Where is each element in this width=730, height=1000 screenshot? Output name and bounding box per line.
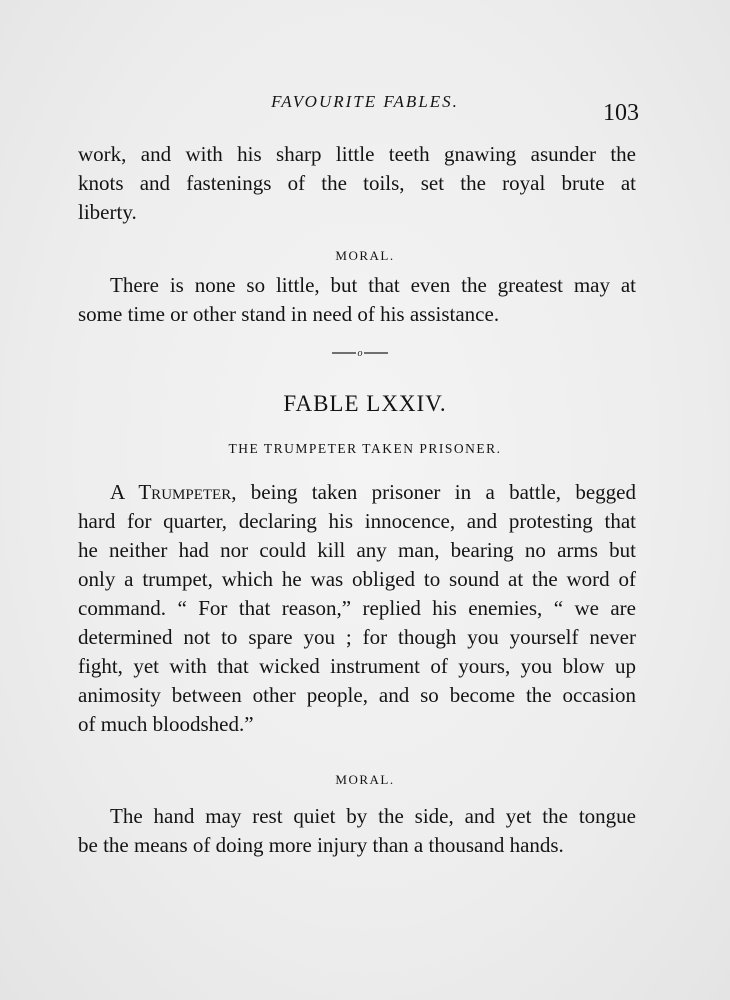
section-divider (330, 346, 390, 360)
opening-smallcaps: Trumpeter (138, 480, 232, 504)
text-line: liberty. (78, 200, 137, 224)
fable-subtitle: THE TRUMPETER TAKEN PRISONER. (228, 441, 502, 456)
moral-heading: MORAL. (335, 772, 395, 787)
running-title: FAVOURITE FABLES. (271, 92, 459, 111)
text-line: command. “ For that reason,” replied his enemies, “ we are (78, 596, 636, 620)
text-line: some time or other stand in need of his assistance. (78, 302, 500, 326)
text-line: hard for quarter, declaring his innocence, and protesting that (78, 509, 636, 533)
text-line: be the means of doing more injury than a thousand hands. (78, 833, 564, 857)
text-line: determined not to spare you ; for though you yourself never (78, 625, 636, 649)
text-line: There is none so little, but that even the greatest may at (110, 273, 636, 297)
moral-paragraph (78, 802, 636, 860)
text-line: he neither had nor could kill any man, bearing no arms but (78, 538, 636, 562)
text-line-rest: , being taken prisoner in a battle, begged (231, 480, 636, 504)
text-line: only a trumpet, which he was obliged to sound at the word of (78, 567, 636, 591)
moral-heading: MORAL. (335, 248, 395, 263)
text-line: The hand may rest quiet by the side, and yet the tongue (110, 804, 636, 828)
fable-title: FABLE LXXIV. (283, 391, 447, 416)
fable-paragraph (78, 478, 636, 739)
text-line: knots and fastenings of the toils, set the royal brute at (78, 171, 636, 195)
opening-word: A (110, 480, 125, 504)
moral-paragraph (78, 271, 636, 329)
text-line: of much bloodshed.” (78, 712, 254, 736)
text-line: fight, yet with that wicked instrument of yours, you blow up (78, 654, 636, 678)
text-line: animosity between other people, and so become the occasion (78, 683, 636, 707)
svg-text:o: o (357, 348, 363, 359)
page-number: 103 (603, 100, 639, 126)
continuation-paragraph (78, 140, 636, 227)
text-line: work, and with his sharp little teeth gnawing asunder the (78, 142, 636, 166)
text-line (78, 478, 636, 507)
